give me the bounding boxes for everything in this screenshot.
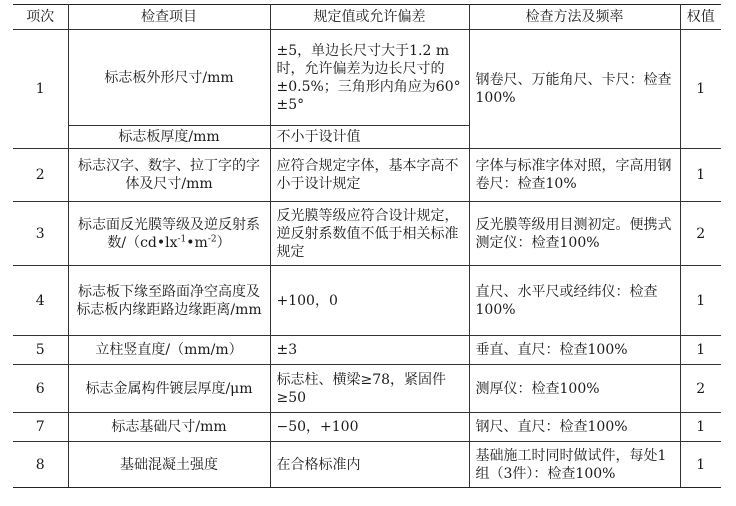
row-8-weight: 1 <box>680 442 721 488</box>
row-7-weight: 1 <box>680 413 721 442</box>
row-3-item <box>68 202 270 266</box>
row-7-spec: −50，+100 <box>270 413 469 442</box>
row-4-method: 直尺、水平尺或经纬仪：检查100% <box>469 266 680 336</box>
row-2-method: 字体与标准字体对照，字高用钢卷尺：检查10% <box>469 149 680 202</box>
row-3-method: 反光膜等级用目测初定。便携式测定仪：检查100% <box>469 202 680 266</box>
row-8-no: 8 <box>13 442 68 488</box>
row-1-no: 1 <box>13 30 68 149</box>
row-4-weight: 1 <box>680 266 721 336</box>
row-1-weight: 1 <box>680 30 721 149</box>
row-7-item: 标志基础尺寸/mm <box>68 413 270 442</box>
row-5-no: 5 <box>13 336 68 365</box>
row-3-item-exp2: -2 <box>207 233 217 244</box>
row-5-item: 立柱竖直度/（mm/m） <box>68 336 270 365</box>
row-8-item: 基础混凝土强度 <box>68 442 270 488</box>
row-6-item: 标志金属构件镀层厚度/μm <box>68 365 270 413</box>
row-6-method: 测厚仪：检查100% <box>469 365 680 413</box>
table-row <box>13 365 721 413</box>
row-7-method: 钢尺、直尺：检查100% <box>469 413 680 442</box>
row-6-no: 6 <box>13 365 68 413</box>
table-row <box>13 266 721 336</box>
row-2-no: 2 <box>13 149 68 202</box>
row-6-weight: 2 <box>680 365 721 413</box>
row-3-item-text: 标志面反光膜等级及逆反射系数/（cd•lx <box>78 216 260 251</box>
row-8-spec: 在合格标准内 <box>270 442 469 488</box>
header-method: 检查方法及频率 <box>469 5 680 30</box>
row-2-item: 标志汉字、数字、拉丁字的字体及尺寸/mm <box>68 149 270 202</box>
row-3-item-exp1: -1 <box>177 233 187 244</box>
header-no: 项次 <box>13 5 68 30</box>
table-row <box>13 30 721 126</box>
row-4-no: 4 <box>13 266 68 336</box>
row-6-spec: 标志柱、横梁≥78，紧固件≥50 <box>270 365 469 413</box>
row-1-spec-outline: ±5，单边长尺寸大于1.2 m时，允许偏差为边长尺寸的±0.5%；三角形内角应为60°±5° <box>270 30 469 126</box>
row-3-item-text-mid: •m <box>186 234 208 251</box>
table-row <box>13 149 721 202</box>
header-row <box>13 5 721 30</box>
row-1-method: 钢卷尺、万能角尺、卡尺：检查100% <box>469 30 680 149</box>
row-3-weight: 2 <box>680 202 721 266</box>
table-row <box>13 413 721 442</box>
header-item: 检查项目 <box>68 5 270 30</box>
row-7-no: 7 <box>13 413 68 442</box>
row-3-item-text-end: ） <box>216 234 231 251</box>
row-2-weight: 1 <box>680 149 721 202</box>
header-spec: 规定值或允许偏差 <box>270 5 469 30</box>
table-row <box>13 336 721 365</box>
row-4-spec: +100，0 <box>270 266 469 336</box>
row-1-spec-thickness: 不小于设计值 <box>270 126 469 149</box>
table-row <box>13 202 721 266</box>
row-1-item-thickness: 标志板厚度/mm <box>68 126 270 149</box>
row-3-no: 3 <box>13 202 68 266</box>
row-5-weight: 1 <box>680 336 721 365</box>
row-5-spec: ±3 <box>270 336 469 365</box>
row-2-spec: 应符合规定字体，基本字高不小于设计规定 <box>270 149 469 202</box>
row-8-method: 基础施工时同时做试件，每处1组（3件）：检查100% <box>469 442 680 488</box>
table-row <box>13 442 721 488</box>
header-weight: 权值 <box>680 5 721 30</box>
row-4-item: 标志板下缘至路面净空高度及标志板内缘距路边缘距离/mm <box>68 266 270 336</box>
row-3-spec: 反光膜等级应符合设计规定，逆反射系数值不低于相关标准规定 <box>270 202 469 266</box>
row-1-item-outline: 标志板外形尺寸/mm <box>68 30 270 126</box>
row-5-method: 垂直、直尺：检查100% <box>469 336 680 365</box>
inspection-table <box>13 4 721 488</box>
